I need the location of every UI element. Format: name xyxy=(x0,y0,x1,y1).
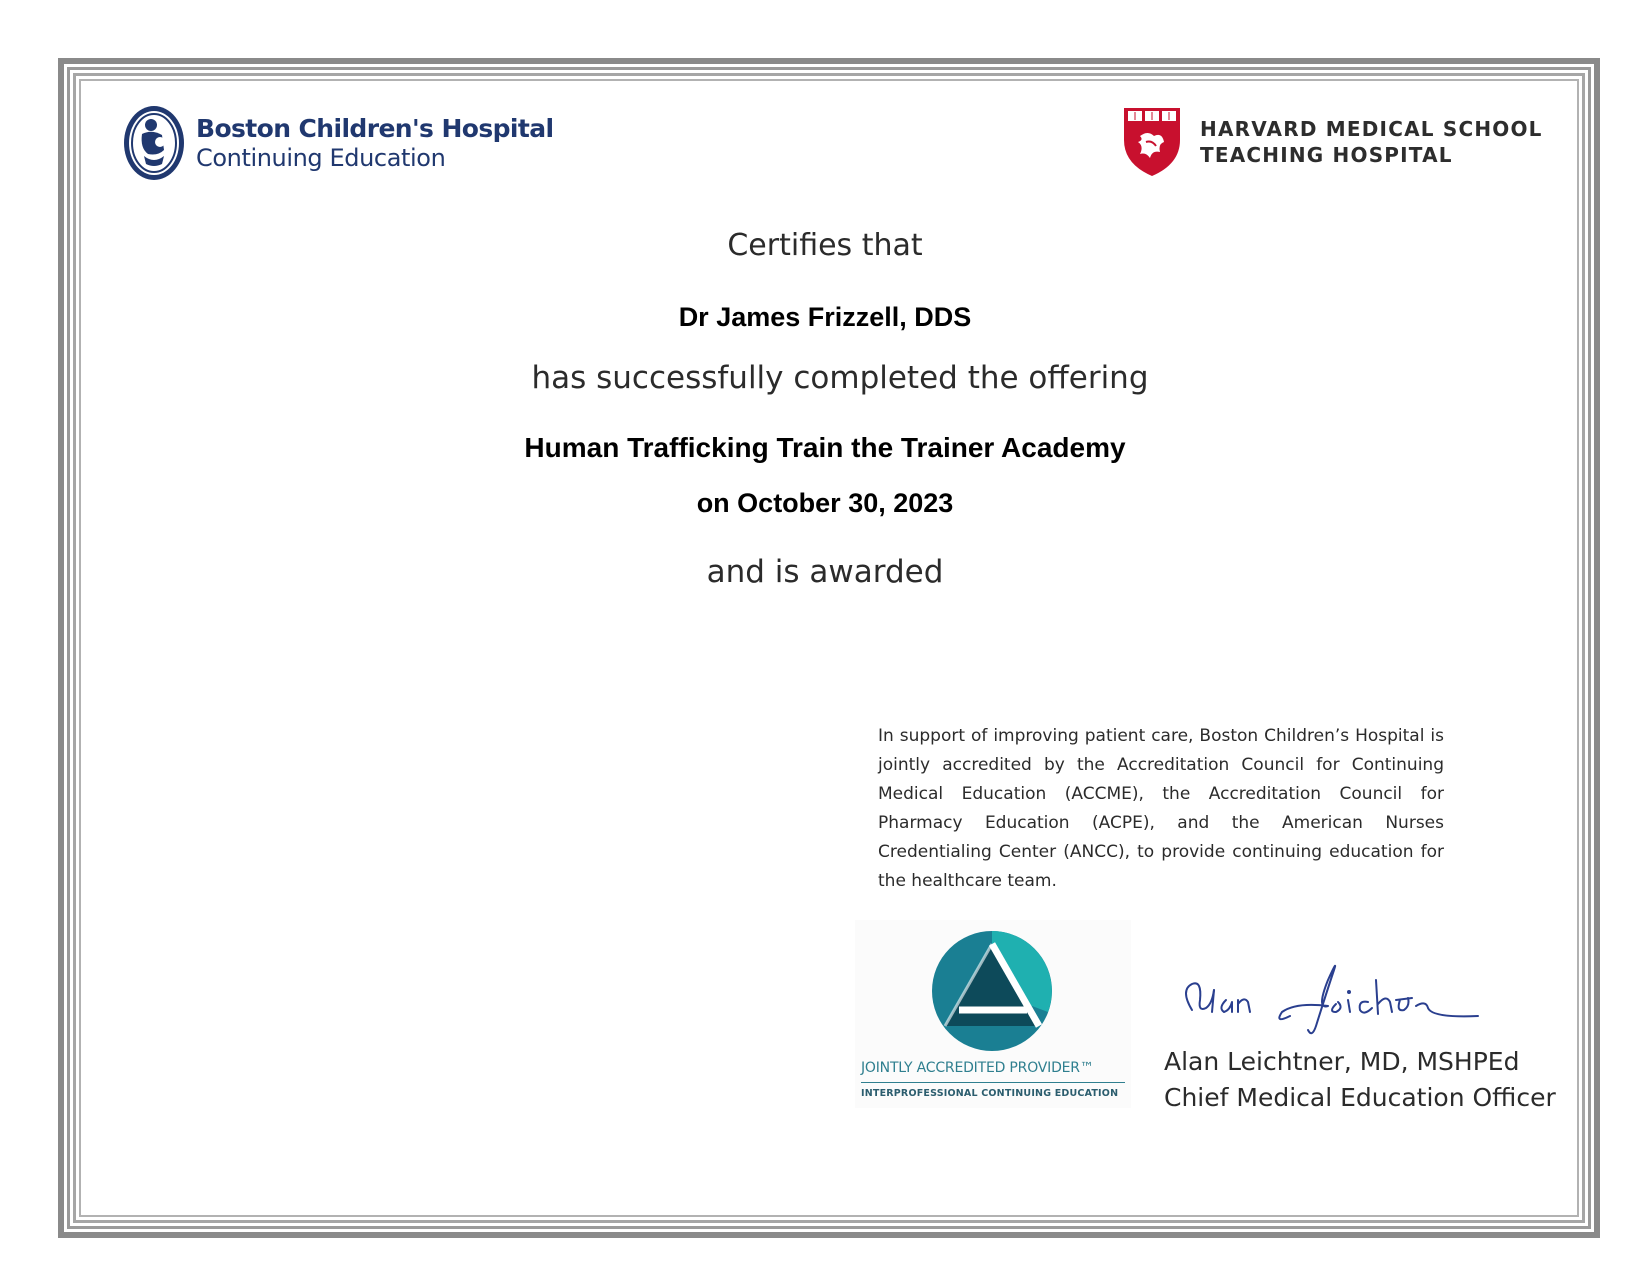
jointly-accredited-logo xyxy=(855,920,1131,1108)
harvard-logo xyxy=(1122,106,1543,178)
jap-divider xyxy=(861,1082,1125,1083)
signatory-title: Chief Medical Education Officer xyxy=(1164,1083,1556,1112)
harvard-line-1: HARVARD MEDICAL SCHOOL xyxy=(1200,117,1543,141)
awarded-text: and is awarded xyxy=(706,554,944,590)
harvard-shield-icon xyxy=(1122,106,1182,178)
boston-childrens-logo xyxy=(122,104,553,182)
signatory-name: Alan Leichtner, MD, MSHPEd xyxy=(1164,1047,1520,1076)
bch-seal-icon xyxy=(122,104,186,182)
bch-name: Boston Children's Hospital xyxy=(196,114,554,143)
bch-subtitle: Continuing Education xyxy=(196,144,446,172)
harvard-line-2: TEACHING HOSPITAL xyxy=(1200,143,1453,167)
course-title: Human Trafficking Train the Trainer Academy xyxy=(524,432,1126,463)
signatory-block xyxy=(1164,1044,1556,1116)
recipient-name: Dr James Frizzell, DDS xyxy=(678,302,972,332)
jap-triangle-icon xyxy=(931,930,1053,1052)
certifies-text: Certifies that xyxy=(727,228,923,263)
jap-subtitle: INTERPROFESSIONAL CONTINUING EDUCATION xyxy=(861,1088,1119,1099)
signature-image xyxy=(1178,950,1488,1040)
accreditation-statement: In support of improving patient care, Boston Children’s Hospital is jointly accredited by the Accreditation Council for Continuing Medical Education (ACCME), the Accreditation Council for Pharmacy Education (ACPE), and the American Nurses Credentialing Center (ANCC), to provide continuing education for the healthcare team. xyxy=(878,726,1444,891)
completion-date: on October 30, 2023 xyxy=(696,488,954,518)
completed-text: has successfully completed the offering xyxy=(531,360,1149,396)
jap-title: JOINTLY ACCREDITED PROVIDER™ xyxy=(861,1060,1094,1076)
